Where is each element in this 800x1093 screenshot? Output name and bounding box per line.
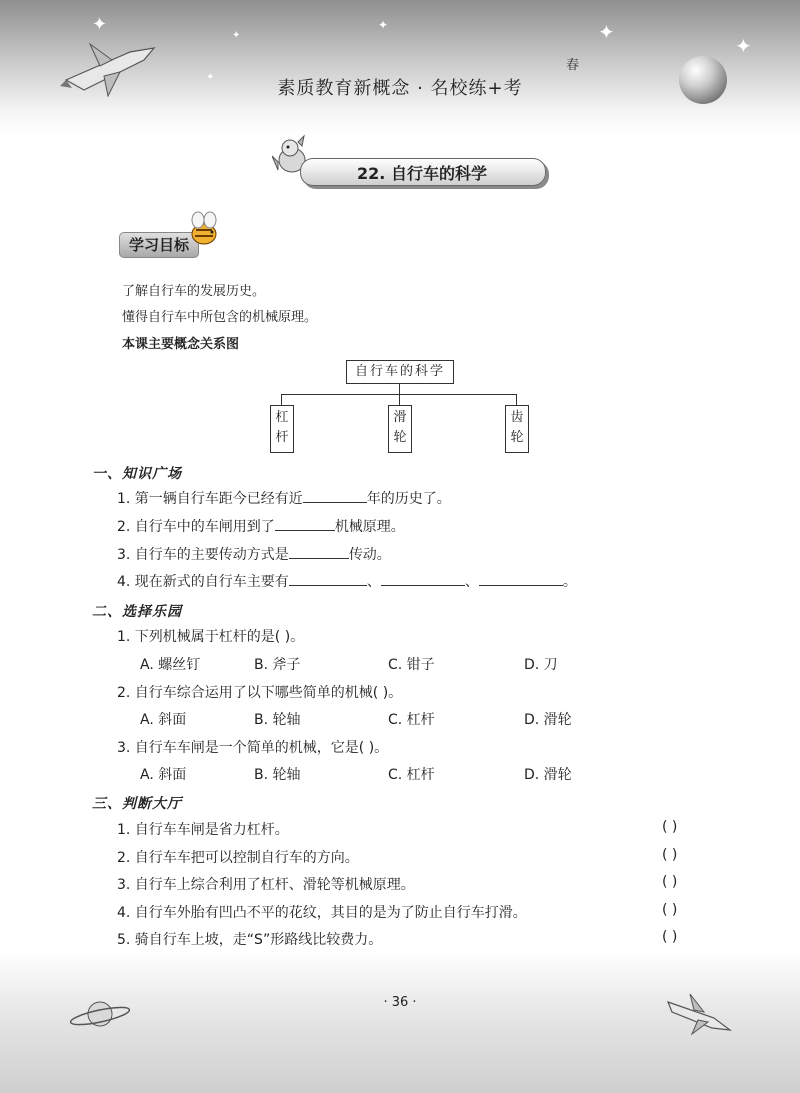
objective-item: 了解自行车的发展历史。 [122, 284, 266, 299]
option-a[interactable]: A. 螺丝钉 [140, 657, 201, 673]
concept-connector [399, 394, 400, 405]
concept-map-heading: 本课主要概念关系图 [122, 337, 240, 352]
bee-mascot-icon [186, 210, 222, 250]
option-d[interactable]: D. 滑轮 [524, 712, 572, 728]
page-number: · 36 · [383, 995, 417, 1010]
concept-child-char: 滑 [393, 410, 407, 425]
answer-blank[interactable] [479, 571, 563, 586]
concept-child-gear [505, 405, 529, 453]
judge-statement: 1. 自行车车闸是省力杠杆。 [117, 822, 289, 838]
fill-question-1 [117, 488, 451, 508]
answer-blank[interactable] [303, 488, 367, 503]
option-d[interactable]: D. 滑轮 [524, 767, 572, 783]
question-text: 3. 自行车的主要传动方式是 [117, 547, 289, 563]
answer-paren[interactable]: ( ) [662, 902, 678, 918]
answer-blank[interactable] [381, 571, 465, 586]
star-icon: ✦ [92, 14, 108, 35]
question-text: 1. 第一辆自行车距今已经有近 [117, 491, 303, 507]
concept-connector [516, 394, 517, 405]
question-text: 、 [366, 574, 381, 590]
answer-paren[interactable]: ( ) [662, 874, 678, 890]
question-text: 、 [464, 574, 479, 590]
choice-question-1: 1. 下列机械属于杠杆的是( )。 [117, 629, 305, 645]
concept-child-lever [270, 405, 294, 453]
answer-paren[interactable]: ( ) [662, 847, 678, 863]
space-shuttle-icon [664, 990, 734, 1038]
answer-paren[interactable]: ( ) [662, 929, 678, 945]
star-icon: ✦ [598, 20, 615, 44]
question-text: 。 [562, 574, 577, 590]
concept-connector [281, 394, 282, 405]
question-text: 年的历史了。 [366, 491, 451, 507]
option-a[interactable]: A. 斜面 [140, 712, 187, 728]
concept-child-char: 杆 [275, 430, 289, 445]
part3-heading: 三、判断大厅 [92, 796, 182, 812]
star-icon: ✦ [232, 30, 241, 41]
judge-statement: 2. 自行车车把可以控制自行车的方向。 [117, 850, 359, 866]
option-c[interactable]: C. 杠杆 [388, 767, 435, 783]
choice-question-2: 2. 自行车综合运用了以下哪些简单的机械( )。 [117, 685, 403, 701]
option-b[interactable]: B. 轮轴 [254, 767, 301, 783]
fill-question-4 [117, 571, 577, 591]
question-text: 4. 现在新式的自行车主要有 [117, 574, 289, 590]
option-c[interactable]: C. 杠杆 [388, 712, 435, 728]
judge-statement: 3. 自行车上综合利用了杠杆、滑轮等机械原理。 [117, 877, 415, 893]
option-b[interactable]: B. 斧子 [254, 657, 301, 673]
objectives-tag-label: 学习目标 [128, 236, 189, 254]
concept-child-char: 杠 [275, 410, 289, 425]
choice-question-3: 3. 自行车车闸是一个简单的机械，它是( )。 [117, 740, 389, 756]
answer-paren[interactable]: ( ) [662, 819, 678, 835]
series-title: 素质教育新概念 · 名校练+考 [277, 78, 523, 99]
answer-blank[interactable] [289, 571, 367, 586]
answer-blank[interactable] [289, 544, 349, 559]
star-icon: ✦ [735, 34, 752, 58]
star-icon: ✦ [378, 18, 389, 32]
question-text: 机械原理。 [334, 519, 405, 535]
fill-question-2 [117, 516, 405, 536]
judge-statement: 5. 骑自行车上坡，走“S”形路线比较费力。 [117, 932, 383, 948]
star-icon: ✦ [206, 72, 215, 83]
option-d[interactable]: D. 刀 [524, 657, 558, 673]
question-text: 传动。 [348, 547, 391, 563]
concept-child-char: 轮 [393, 430, 407, 445]
part2-heading: 二、选择乐园 [92, 604, 182, 620]
option-b[interactable]: B. 轮轴 [254, 712, 301, 728]
part1-heading: 一、知识广场 [92, 466, 182, 482]
objective-item: 懂得自行车中所包含的机械原理。 [122, 310, 318, 325]
concept-child-char: 轮 [510, 430, 524, 445]
answer-blank[interactable] [275, 516, 335, 531]
option-a[interactable]: A. 斜面 [140, 767, 187, 783]
question-text: 2. 自行车中的车闸用到了 [117, 519, 275, 535]
option-c[interactable]: C. 钳子 [388, 657, 435, 673]
concept-connector [399, 383, 400, 394]
fill-question-3 [117, 544, 391, 564]
planet-icon [679, 56, 727, 104]
concept-child-char: 齿 [510, 410, 524, 425]
lesson-title: 22. 自行车的科学 [357, 164, 487, 183]
concept-child-pulley [388, 405, 412, 453]
season-label: 春 [566, 58, 580, 73]
judge-statement: 4. 自行车外胎有凹凸不平的花纹，其目的是为了防止自行车打滑。 [117, 905, 527, 921]
concept-root-box: 自行车的科学 [346, 360, 454, 384]
